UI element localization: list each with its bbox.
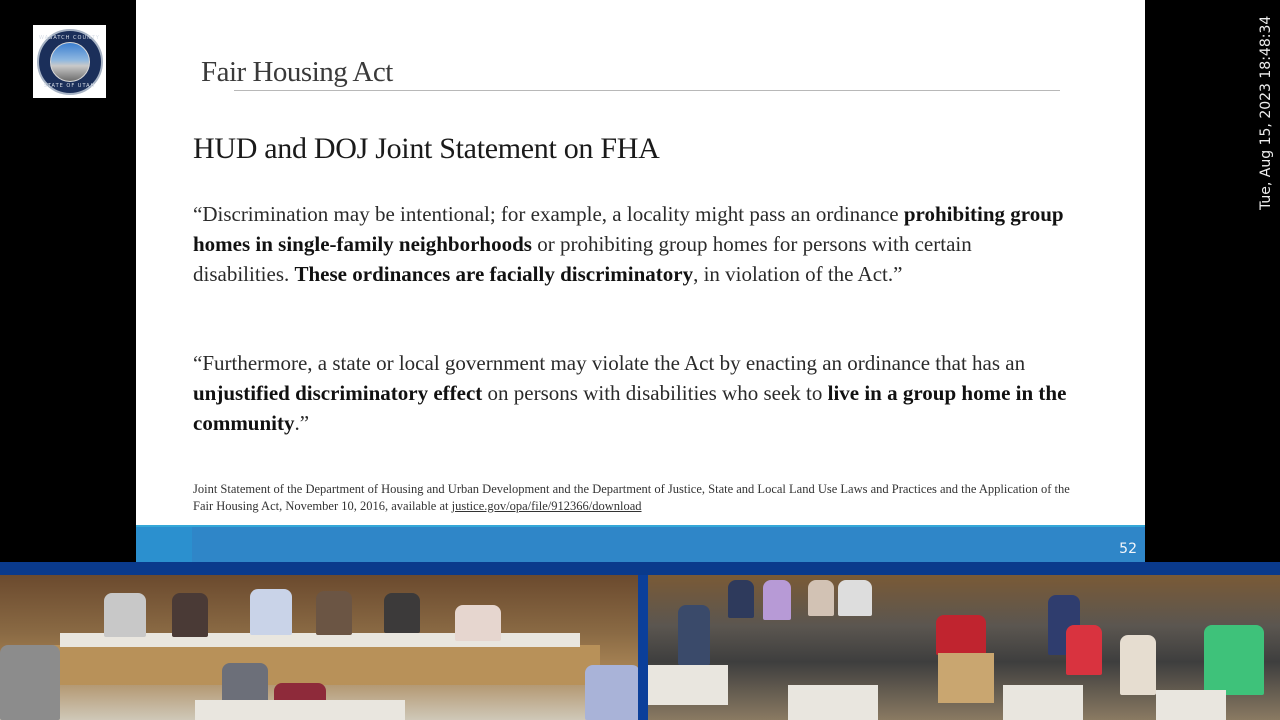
video-divider	[638, 575, 648, 720]
quote-discriminatory-effect	[193, 348, 1073, 438]
slide-page-number: 52	[1119, 541, 1137, 557]
audience-member	[763, 580, 791, 620]
slide-section-title: Fair Housing Act	[201, 56, 393, 88]
council-member	[316, 591, 352, 635]
council-member	[455, 605, 501, 641]
front-table	[1156, 690, 1226, 720]
council-member	[250, 589, 292, 635]
quote-text: .”	[294, 411, 310, 435]
seal-bottom-text: STATE OF UTAH	[43, 82, 96, 89]
dais-desk	[40, 645, 600, 685]
county-seal-logo	[33, 25, 106, 98]
presentation-slide	[136, 0, 1145, 562]
seal-mountain-image	[50, 42, 90, 82]
footer-accent-tab	[136, 527, 192, 564]
quote-text: on persons with disabilities who seek to	[482, 381, 828, 405]
audience-member	[1204, 625, 1264, 695]
council-member	[104, 593, 146, 637]
quote-emphasis: live in a group home in the community	[193, 381, 1067, 435]
quote-text: “Furthermore, a state or local government may violate the Act by enacting an ordinance that has an	[193, 351, 1026, 375]
audience-member	[1066, 625, 1102, 675]
front-table	[1003, 685, 1083, 720]
source-citation	[193, 481, 1073, 515]
seal-icon	[37, 29, 103, 95]
slide-footer-bar	[136, 525, 1145, 564]
staff-table	[648, 665, 728, 705]
audience-member	[728, 580, 754, 618]
staff-member	[585, 665, 640, 720]
audience-member	[838, 580, 872, 616]
quote-emphasis: These ordinances are facially discriminatory	[294, 262, 694, 286]
council-member	[384, 593, 420, 633]
podium-table	[195, 700, 405, 720]
slide-title: HUD and DOJ Joint Statement on FHA	[193, 132, 660, 165]
video-feed-council-dais	[0, 575, 640, 720]
audience-member	[678, 605, 710, 665]
header-divider	[234, 90, 1060, 91]
council-member	[172, 593, 208, 637]
front-table	[788, 685, 878, 720]
quote-text: or prohibiting group homes for persons with certain disabilities.	[193, 232, 972, 286]
broadcast-timestamp: Tue, Aug 15, 2023 18:48:34	[1258, 15, 1274, 210]
quote-emphasis: prohibiting group homes in single-family neighborhoods	[193, 202, 1064, 256]
staff-member	[0, 645, 60, 720]
quote-emphasis: unjustified discriminatory effect	[193, 381, 483, 405]
audience-member	[1120, 635, 1156, 695]
audience-member	[808, 580, 834, 616]
seal-top-text: WASATCH COUNTY	[39, 34, 100, 41]
citation-link[interactable]: justice.gov/opa/file/912366/download	[451, 499, 642, 513]
quote-text: , in violation of the Act.”	[693, 262, 903, 286]
citation-text: Joint Statement of the Department of Housing and Urban Development and the Department of Justice, State and Local Land Use Laws and Practices and the Application of the Fair Housing Act, November 10, 2016, available at	[193, 482, 1070, 513]
quote-intentional-discrimination	[193, 199, 1073, 289]
video-feed-audience-podium	[648, 575, 1280, 720]
video-separator-band	[0, 562, 1280, 575]
speaker-at-podium	[936, 615, 986, 655]
quote-text: “Discrimination may be intentional; for example, a locality might pass an ordinance	[193, 202, 904, 226]
podium	[938, 653, 994, 703]
